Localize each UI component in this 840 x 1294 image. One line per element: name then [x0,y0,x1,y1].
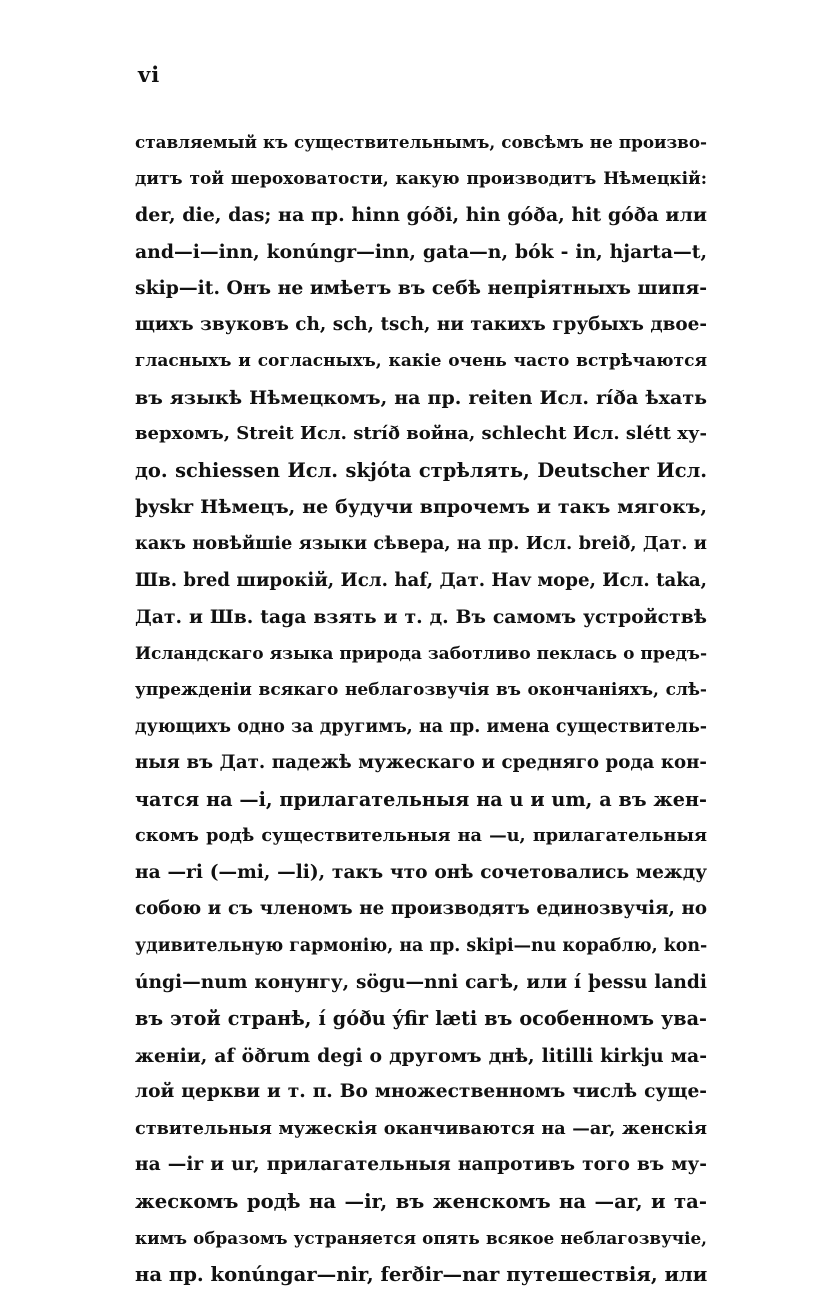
text-line: дующихъ одно за другимъ, на пр. имена существитель- [135,716,707,737]
text-line: на —ri (—mi, —li), такъ что онѣ сочетовались между [135,861,707,883]
text-line: верхомъ, Streit Исл. stríð война, schlecht Исл. slétt ху- [135,423,707,445]
text-line: ствительныя мужескія оканчиваются на —ar, женскія [135,1117,707,1139]
text-line: Шв. bred широкій, Исл. haf, Дат. Hav море, Исл. taka, [135,569,707,591]
text-line: гласныхъ и согласныхъ, какіе очень часто встрѣчаются [135,351,707,372]
text-line: на —ir и ur, прилагательныя напротивъ того въ му- [135,1154,707,1176]
text-line: удивительную гармонію, на пр. skipi—nu кораблю, kon- [135,936,707,957]
text-line: and—i—inn, konúngr—inn, gata—n, bók - in, hjarta—t, [135,240,707,263]
text-line: der, die, das; на пр. hinn góði, hin góða, hit góða или [135,204,707,227]
text-line: skip—it. Онъ не имѣетъ въ себѣ непріятныхъ шипя- [135,277,707,300]
page-number: vi [138,62,161,87]
text-line: какъ новѣйшіе языки сѣвера, на пр. Исл. breið, Дат. и [135,533,707,555]
text-line: þyskr Нѣмецъ, не будучи впрочемъ и такъ мягокъ, [135,496,707,519]
text-line: до. schiessen Исл. skjóta стрѣлять, Deutscher Исл. [135,458,707,482]
body-text [135,124,707,1294]
text-line: въ языкѣ Нѣмецкомъ, на пр. reiten Исл. ríða ѣхать [135,386,707,409]
text-line: Дат. и Шв. taga взять и т. д. Въ самомъ устройствѣ [135,606,707,629]
text-line: на пр. konúngar—nir, ferðir—nar путешествія, или [135,1262,707,1286]
text-line: упрежденіи всякаго неблагозвучія въ окончаніяхъ, слѣ- [135,680,707,701]
text-line: женіи, af öðrum degi о другомъ днѣ, litilli kirkju ма- [135,1044,707,1067]
text-line: щихъ звуковъ ch, sch, tsch, ни такихъ грубыхъ двое- [135,313,707,335]
text-line: собою и съ членомъ не производятъ единозвучія, но [135,898,707,920]
text-line: úngi—num конунгу, sögu—nni сагѣ, или í þessu landi [135,971,707,993]
text-line: лой церкви и т. п. Во множественномъ числѣ суще- [135,1081,707,1103]
text-line: въ этой странѣ, í góðu ýfir læti въ особенномъ ува- [135,1007,707,1031]
text-line: дитъ той шероховатости, какую производитъ Нѣмецкій: [135,168,707,189]
text-line: кимъ образомъ устраняется опять всякое неблагозвучіе, [135,1228,707,1249]
text-line: Исландскаго языка природа заботливо пеклась о предъ- [135,643,707,664]
text-line: скомъ родѣ существительныя на —u, прилагательныя [135,825,707,847]
text-line: ныя въ Дат. падежѣ мужескаго и средняго рода кон- [135,752,707,774]
text-line: жескомъ родѣ на —ir, въ женскомъ на —ar, и та- [135,1189,707,1213]
text-line: чатся на —i, прилагательныя на u и um, а въ жен- [135,787,707,811]
text-line: ставляемый къ существительнымъ, совсѣмъ не произво- [135,132,707,152]
